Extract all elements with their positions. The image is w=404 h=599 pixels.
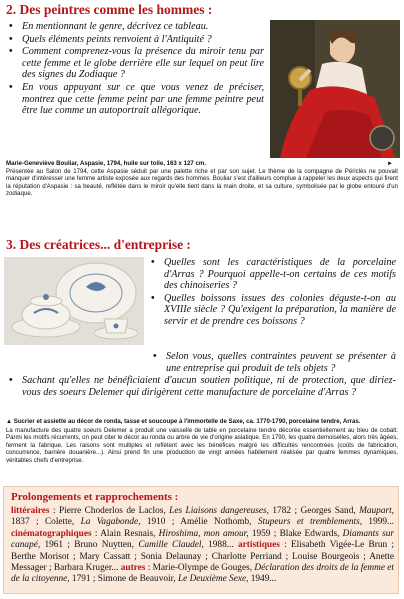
bullet-icon: • <box>9 21 13 32</box>
section-3-caption-title: ▲ Sucrier et assiette au décor de ronda, tasse et soucoupe à l'immortelle de Saxe, ca. 1770-1790, porcelaine tendre, Arras. <box>6 418 361 425</box>
category-literary: littéraires <box>11 506 50 516</box>
bullet-icon: • <box>153 351 157 362</box>
bullet-icon: • <box>9 81 13 93</box>
extensions-box <box>3 486 399 594</box>
section-2-title: 2. Des peintres comme les hommes : <box>6 2 213 17</box>
bullet-icon: • <box>151 257 155 268</box>
question-item: • Quelles boissons issues des colonies déguste-t-on au XVIIIe siècle ? Qu'exigent la préparation, la manière de servir et de prendre ces boissons ? <box>151 292 396 327</box>
section-3-questions <box>150 257 396 329</box>
section-2-caption-text: Présentée au Salon de 1794, cette Aspasie séduit par une palette riche et par son sujet. Le thème de la compagne de Périclès ne pouvait manquer d'intéresser une femme artiste exposée aux regards des hommes. Bouliar s'est d'ailleurs complue à rappeler les deux aspects qui firent la réputation d'Aspasie : sa beauté, reflétée dans le miroir qu'elle tient dans la main droite, et sa culture, symbolisée par le globe entouré d'un zodiaque. <box>6 168 398 198</box>
category-artistic: artistiques <box>237 540 280 551</box>
section-3-caption-text: La manufacture des quatre soeurs Delemer a produit une vaisselle de table en porcelaine tendre décorée essentiellement au bleu de cobalt. Parmi les motifs récurrents, on peut citer le décor au ronda ou arbre de vie d'origine asiatique. En 1790, les quatre demoiselles, alors très âgées, ferment la fabrique. Les raisons sont multiples et reflètent avec les bénéfices malgré les difficultés rencontrées (coûts de fabrication, concurrence, barrière douanière...). Ainsi prend fin une production de vingt années habilement réalisée par quatre femmes dynamiques, véritables chefs d'entreprise. <box>6 427 398 464</box>
question-item: • Selon vous, quelles contraintes peuvent se présenter à une entreprise qui produit de tels objets ? <box>153 351 396 374</box>
category-other: autres <box>120 563 146 574</box>
bullet-icon: • <box>9 46 13 58</box>
question-item: • En mentionnant le genre, décrivez ce tableau. <box>9 21 209 32</box>
bullet-icon: • <box>9 33 13 45</box>
question-item: • Quels éléments peints renvoient à l'Antiquité ? <box>9 33 212 45</box>
question-item: • En vous appuyant sur ce que vous venez de préciser, montrez que cette femme peint par une femme peintre peut être lue comme un autoportrait allégorique. <box>9 81 264 117</box>
aspasie-painting-illustration <box>270 20 400 158</box>
question-item: • Comment comprenez-vous la présence du miroir tenu par cette femme et le globe derrière elle sur lequel on peut lire des signes du Zodiaque ? <box>9 46 264 81</box>
caption-arrow-icon: ► <box>387 160 394 167</box>
caption-arrow-up-icon: ▲ <box>6 418 13 425</box>
extensions-text: littéraires : Pierre Choderlos de Laclos, Les Liaisons dangereuses, 1782 ; Georges Sand, Maupart, 1837 ; Colette, La Vagabonde, 1910 ; Amélie Nothomb, Stupeurs et tremblements, 1999... cinématographiques : Alain Resnais, Hiroshima, mon amour, 1959 ; Blake Edwards, Diamants sur canapé, 1961 ; Bruno Nuytten, Camille Claudel, 1988... artistiques : Elisabeth Vigée-Le Brun ; Berthe Morisot ; Mary Cassatt ; Sonia Delaunay ; Charlotte Perriand ; Louise Bourgeois ; Anette Messager ; Barbara Kruger... autres : Marie-Olympe de Gouges, Déclaration des droits de la femme et de la citoyenne, 1791 ; Simone de Beauvoir, Le Deuxième Sexe, 1949... <box>11 506 395 585</box>
category-cinema: cinématographiques <box>11 528 92 539</box>
porcelain-illustration <box>4 257 144 345</box>
bullet-icon: • <box>9 375 13 387</box>
porcelain-photo <box>4 257 144 345</box>
bullet-icon: • <box>151 292 155 304</box>
question-item: • Sachant qu'elles ne bénéficiaient d'aucun soutien politique, ni de protection, que diriez-vous des soeurs Delemer qui dirigèrent cette manufacture de porcelaine d'Arras ? <box>9 375 396 398</box>
section-3-title: 3. Des créatrices... d'entreprise : <box>6 237 191 252</box>
question-item: • Quelles sont les caractéristiques de la porcelaine d'Arras ? Pourquoi appelle-t-on certains de ces motifs des chinoiseries ? <box>151 257 396 292</box>
section-2-questions <box>8 21 264 118</box>
aspasie-painting <box>270 20 400 158</box>
section-3-questions-wide <box>8 351 396 399</box>
section-2-caption-title: Marie-Geneviève Bouliar, Aspasie, 1794, huile sur toile, 163 x 127 cm. <box>6 160 206 167</box>
extensions-title: Prolongements et rapprochements : <box>11 491 179 503</box>
